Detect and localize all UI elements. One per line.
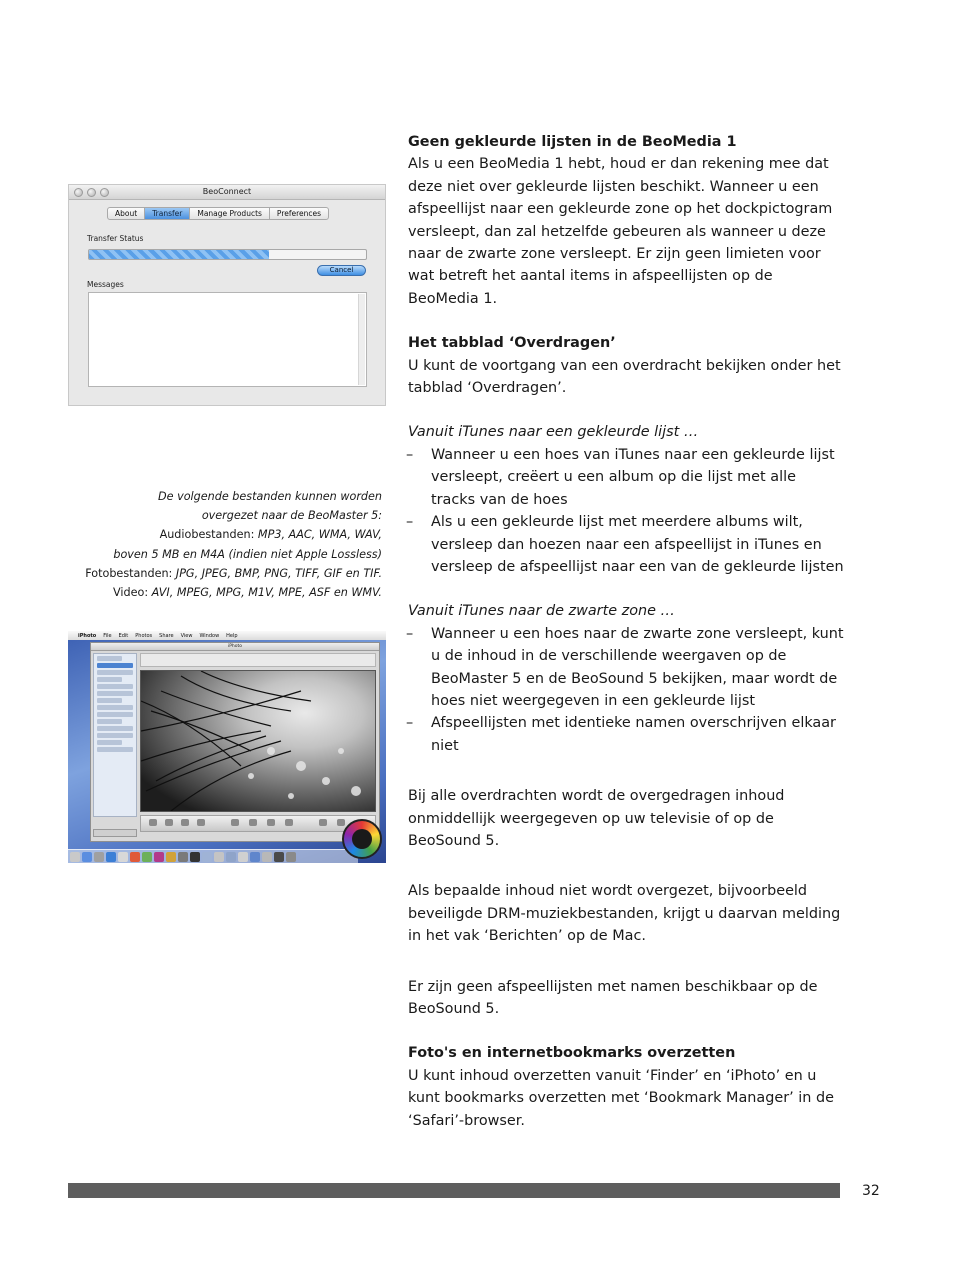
- transfer-status-label: Transfer Status: [87, 234, 144, 243]
- tab-preferences[interactable]: Preferences: [276, 209, 322, 218]
- audio-label: Audiobestanden:: [159, 528, 255, 542]
- app4-dock-icon[interactable]: [262, 852, 272, 862]
- tab-about[interactable]: About: [108, 208, 145, 219]
- terminal-dock-icon[interactable]: [190, 852, 200, 862]
- cancel-button[interactable]: Cancel: [317, 265, 366, 276]
- audio-values-cont: boven 5 MB en M4A (indien niet Apple Lossless): [113, 547, 382, 561]
- desktop-background: [68, 640, 386, 863]
- menu-edit[interactable]: Edit: [118, 632, 129, 639]
- beoconnect-color-wheel-icon[interactable]: [342, 819, 382, 859]
- video-values: AVI, MPEG, MPG, M1V, MPE, ASF en WMV.: [151, 586, 382, 600]
- paragraph-beomedia: Als u een BeoMedia 1 hebt, houd er dan rekening mee dat deze niet over gekleurde lijsten beschikt. Wanneer u een afspeellijst naar een gekleurde zone op het dockpictogram versleept, dan zal hetzelfde gebeuren als wanneer u deze naar de zwarte zone versleept. Er zijn geen limieten voor wat betreft het aantal items in afspeellijsten op de BeoMedia 1.: [408, 156, 833, 307]
- card-icon[interactable]: [267, 819, 275, 826]
- menu-help[interactable]: Help: [226, 632, 238, 639]
- transfer-progress-bar: [88, 249, 367, 260]
- dashboard-dock-icon[interactable]: [82, 852, 92, 862]
- info-icon[interactable]: [197, 819, 205, 826]
- order-prints-icon[interactable]: [285, 819, 293, 826]
- mail-dock-icon[interactable]: [94, 852, 104, 862]
- photo-viewer: [140, 670, 376, 812]
- transfer-progress-fill: [89, 250, 269, 259]
- menu-file[interactable]: File: [103, 632, 112, 639]
- iphoto-window-title: iPhoto: [91, 643, 379, 651]
- tab-transfer[interactable]: Transfer: [145, 208, 190, 219]
- mac-menubar: [68, 631, 386, 640]
- window-titlebar: [69, 185, 385, 200]
- messages-scrollbar[interactable]: [358, 294, 365, 385]
- file-types-caption: [68, 487, 382, 602]
- paragraph-photos-bookmarks: U kunt inhoud overzetten vanuit ‘Finder’ en ‘iPhoto’ en u kunt bookmarks overzetten met ‘Bookmark Manager’ in de ‘Safari’-browser.: [408, 1067, 834, 1129]
- pine-needles-photo-icon: [141, 671, 376, 812]
- ical-dock-icon[interactable]: [130, 852, 140, 862]
- safari-dock-icon[interactable]: [106, 852, 116, 862]
- book-icon[interactable]: [231, 819, 239, 826]
- web-gallery-icon[interactable]: [319, 819, 327, 826]
- messages-label: Messages: [87, 280, 124, 289]
- iphoto-window: [90, 642, 380, 842]
- beoconnect-window: [68, 184, 386, 406]
- preview-dock-icon[interactable]: [202, 852, 212, 862]
- photo-label: Fotobestanden:: [85, 566, 173, 580]
- caption-line-1: De volgende bestanden kunnen worden: [158, 490, 382, 503]
- source-list: [93, 653, 137, 817]
- video-label: Video:: [112, 586, 149, 600]
- itunes-dock-icon[interactable]: [154, 852, 164, 862]
- paragraph-transfer-tab: U kunt de voortgang van een overdracht bekijken onder het tabblad ‘Overdragen’.: [408, 357, 841, 397]
- paragraph-no-named-playlists: Er zijn geen afspeellijsten met namen beschikbaar op de BeoSound 5.: [408, 978, 818, 1017]
- finder-dock-icon[interactable]: [70, 852, 80, 862]
- imovie-dock-icon[interactable]: [178, 852, 188, 862]
- paragraph-drm-messages: Als bepaalde inhoud niet wordt overgezet, bijvoorbeeld beveiligde DRM-muziekbestanden, krijgt u daarvan melding in het vak ‘Berichten’ op de Mac.: [408, 883, 841, 945]
- page-number: 32: [862, 1183, 880, 1199]
- menu-view[interactable]: View: [180, 632, 193, 639]
- mac-dock: [68, 849, 358, 863]
- heading-no-colored-lists: Geen gekleurde lijsten in de BeoMedia 1: [408, 134, 737, 150]
- app5-dock-icon[interactable]: [274, 852, 284, 862]
- app-dock-icon[interactable]: [226, 852, 236, 862]
- photo-values: JPG, JPEG, BMP, PNG, TIFF, GIF en TIF.: [175, 566, 382, 580]
- info-strip: [140, 653, 376, 667]
- email-icon[interactable]: [337, 819, 345, 826]
- subheading-itunes-to-colored: Vanuit iTunes naar een gekleurde lijst …: [408, 424, 699, 441]
- iphoto-dock-icon[interactable]: [166, 852, 176, 862]
- app2-dock-icon[interactable]: [238, 852, 248, 862]
- calendar-icon[interactable]: [249, 819, 257, 826]
- iphoto-toolbar: [140, 815, 376, 832]
- subheading-itunes-to-black: Vanuit iTunes naar de zwarte zone …: [408, 603, 675, 620]
- heading-photos-bookmarks: Foto's en internetbookmarks overzetten: [408, 1045, 736, 1062]
- rotate-icon[interactable]: [149, 819, 157, 826]
- menu-photos[interactable]: Photos: [135, 632, 153, 639]
- messages-box: [88, 292, 367, 387]
- trash-dock-icon[interactable]: [286, 852, 296, 862]
- list-item: – Wanneer u een hoes naar de zwarte zone versleept, kunt u de inhoud in de verschillende weergaven op de BeoMaster 5 en de BeoSound 5 bekijken, maar wordt de hoes niet weergegeven in een gekleurde lijst: [408, 623, 844, 713]
- slideshow-icon[interactable]: [181, 819, 189, 826]
- paragraph-immediate-display: Bij alle overdrachten wordt de overgedragen inhoud onmiddellijk weergegeven op uw televisie of op de BeoSound 5.: [408, 788, 785, 849]
- addressbook-dock-icon[interactable]: [118, 852, 128, 862]
- list-item: – Als u een gekleurde lijst met meerdere albums wilt, versleep dan hoezen naar een afspeellijst in iTunes en versleep de afspeellijst naar een van de gekleurde lijsten: [408, 511, 844, 578]
- edit-icon[interactable]: [165, 819, 173, 826]
- main-text-column: [408, 131, 844, 1132]
- menu-iphoto[interactable]: iPhoto: [78, 632, 97, 639]
- ichat-dock-icon[interactable]: [142, 852, 152, 862]
- menu-share[interactable]: Share: [159, 632, 174, 639]
- footer-bar: [68, 1183, 840, 1198]
- tab-bar: [107, 207, 329, 220]
- window-title: BeoConnect: [202, 187, 252, 196]
- caption-line-2: overgezet naar de BeoMaster 5:: [201, 509, 382, 523]
- tab-manage-products[interactable]: Manage Products: [190, 208, 270, 219]
- systemprefs-dock-icon[interactable]: [214, 852, 224, 862]
- list-item: – Wanneer u een hoes van iTunes naar een gekleurde lijst versleept, creëert u een album op die lijst met alle tracks van de hoes: [408, 444, 844, 511]
- source-controls[interactable]: [93, 829, 137, 837]
- list-item: – Afspeellijsten met identieke namen overschrijven elkaar niet: [408, 712, 844, 757]
- menu-window[interactable]: Window: [199, 632, 220, 639]
- app3-dock-icon[interactable]: [250, 852, 260, 862]
- heading-transfer-tab: Het tabblad ‘Overdragen’: [408, 335, 616, 352]
- audio-values: MP3, AAC, WMA, WAV,: [257, 528, 382, 542]
- iphoto-screenshot: [68, 631, 386, 863]
